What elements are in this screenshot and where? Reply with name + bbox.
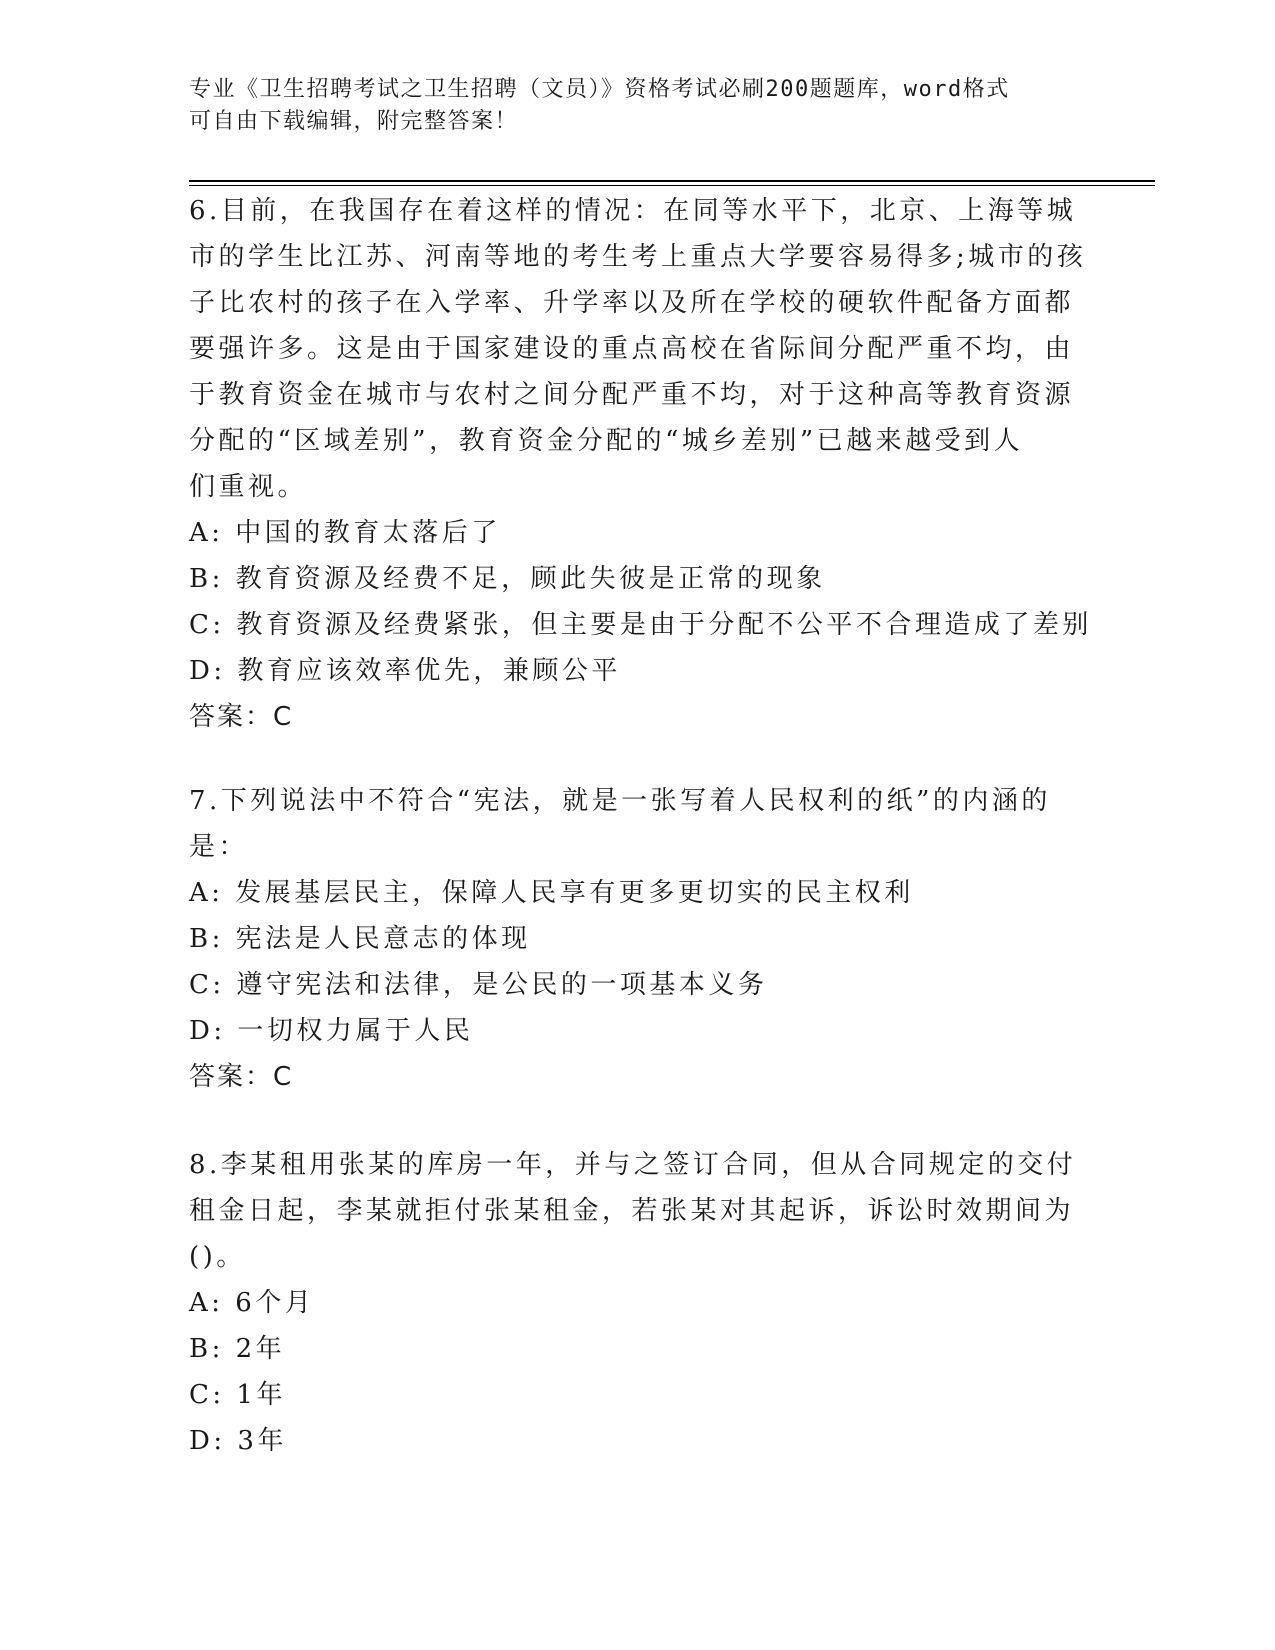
option-d: D: 3年 <box>189 1426 287 1456</box>
option-c: C: 遵守宪法和法律，是公民的一项基本义务 <box>189 970 768 1000</box>
stem-line: 6.目前，在我国存在着这样的情况：在同等水平下，北京、上海等城 <box>189 196 1077 226</box>
stem-line: 分配的“区域差别”，教育资金分配的“城乡差别”已越来越受到人 <box>189 426 1024 456</box>
header-divider-thick <box>189 180 1155 182</box>
option-b: B: 2年 <box>189 1334 286 1364</box>
stem-line: ()。 <box>189 1242 246 1272</box>
header-line-1: 专业《卫生招聘考试之卫生招聘（文员）》资格考试必刷200题题库，word格式 <box>189 77 1010 102</box>
stem-line: 于教育资金在城市与农村之间分配严重不均，对于这种高等教育资源 <box>189 380 1075 410</box>
question-stem <box>189 188 1089 510</box>
question-7 <box>189 778 1089 1100</box>
option-a: A: 6个月 <box>189 1288 315 1318</box>
header-divider-thin <box>189 185 1155 186</box>
option-c: C: 教育资源及经费紧张，但主要是由于分配不公平不合理造成了差别 <box>189 610 1092 640</box>
option-b: B: 宪法是人民意志的体现 <box>189 924 531 954</box>
option-a: A: 中国的教育太落后了 <box>189 518 501 548</box>
question-stem <box>189 778 1089 870</box>
header-line-2: 可自由下载编辑，附完整答案！ <box>189 109 519 134</box>
option-a: A: 发展基层民主，保障人民享有更多更切实的民主权利 <box>189 878 914 908</box>
stem-line: 要强许多。这是由于国家建设的重点高校在省际间分配严重不均，由 <box>189 334 1075 364</box>
option-b: B: 教育资源及经费不足，顾此失彼是正常的现象 <box>189 564 826 594</box>
stem-line: 市的学生比江苏、河南等地的考生考上重点大学要容易得多;城市的孩 <box>189 242 1087 272</box>
option-d: D: 教育应该效率优先，兼顾公平 <box>189 656 621 686</box>
document-header <box>189 74 1069 138</box>
question-stem <box>189 1142 1089 1280</box>
stem-line: 们重视。 <box>189 472 308 502</box>
stem-line: 7.下列说法中不符合“宪法，就是一张写着人民权利的纸”的内涵的 <box>189 786 1051 816</box>
answer-label: 答案：C <box>189 1062 294 1092</box>
question-6 <box>189 188 1092 740</box>
option-d: D: 一切权力属于人民 <box>189 1016 474 1046</box>
stem-line: 租金日起，李某就拒付张某租金，若张某对其起诉，诉讼时效期间为 <box>189 1196 1075 1226</box>
question-8 <box>189 1142 1089 1464</box>
option-c: C: 1年 <box>189 1380 286 1410</box>
stem-line: 8.李某租用张某的库房一年，并与之签订合同，但从合同规定的交付 <box>189 1150 1077 1180</box>
stem-line: 子比农村的孩子在入学率、升学率以及所在学校的硬软件配备方面都 <box>189 288 1075 318</box>
stem-line: 是： <box>189 832 249 862</box>
answer-label: 答案：C <box>189 702 294 732</box>
